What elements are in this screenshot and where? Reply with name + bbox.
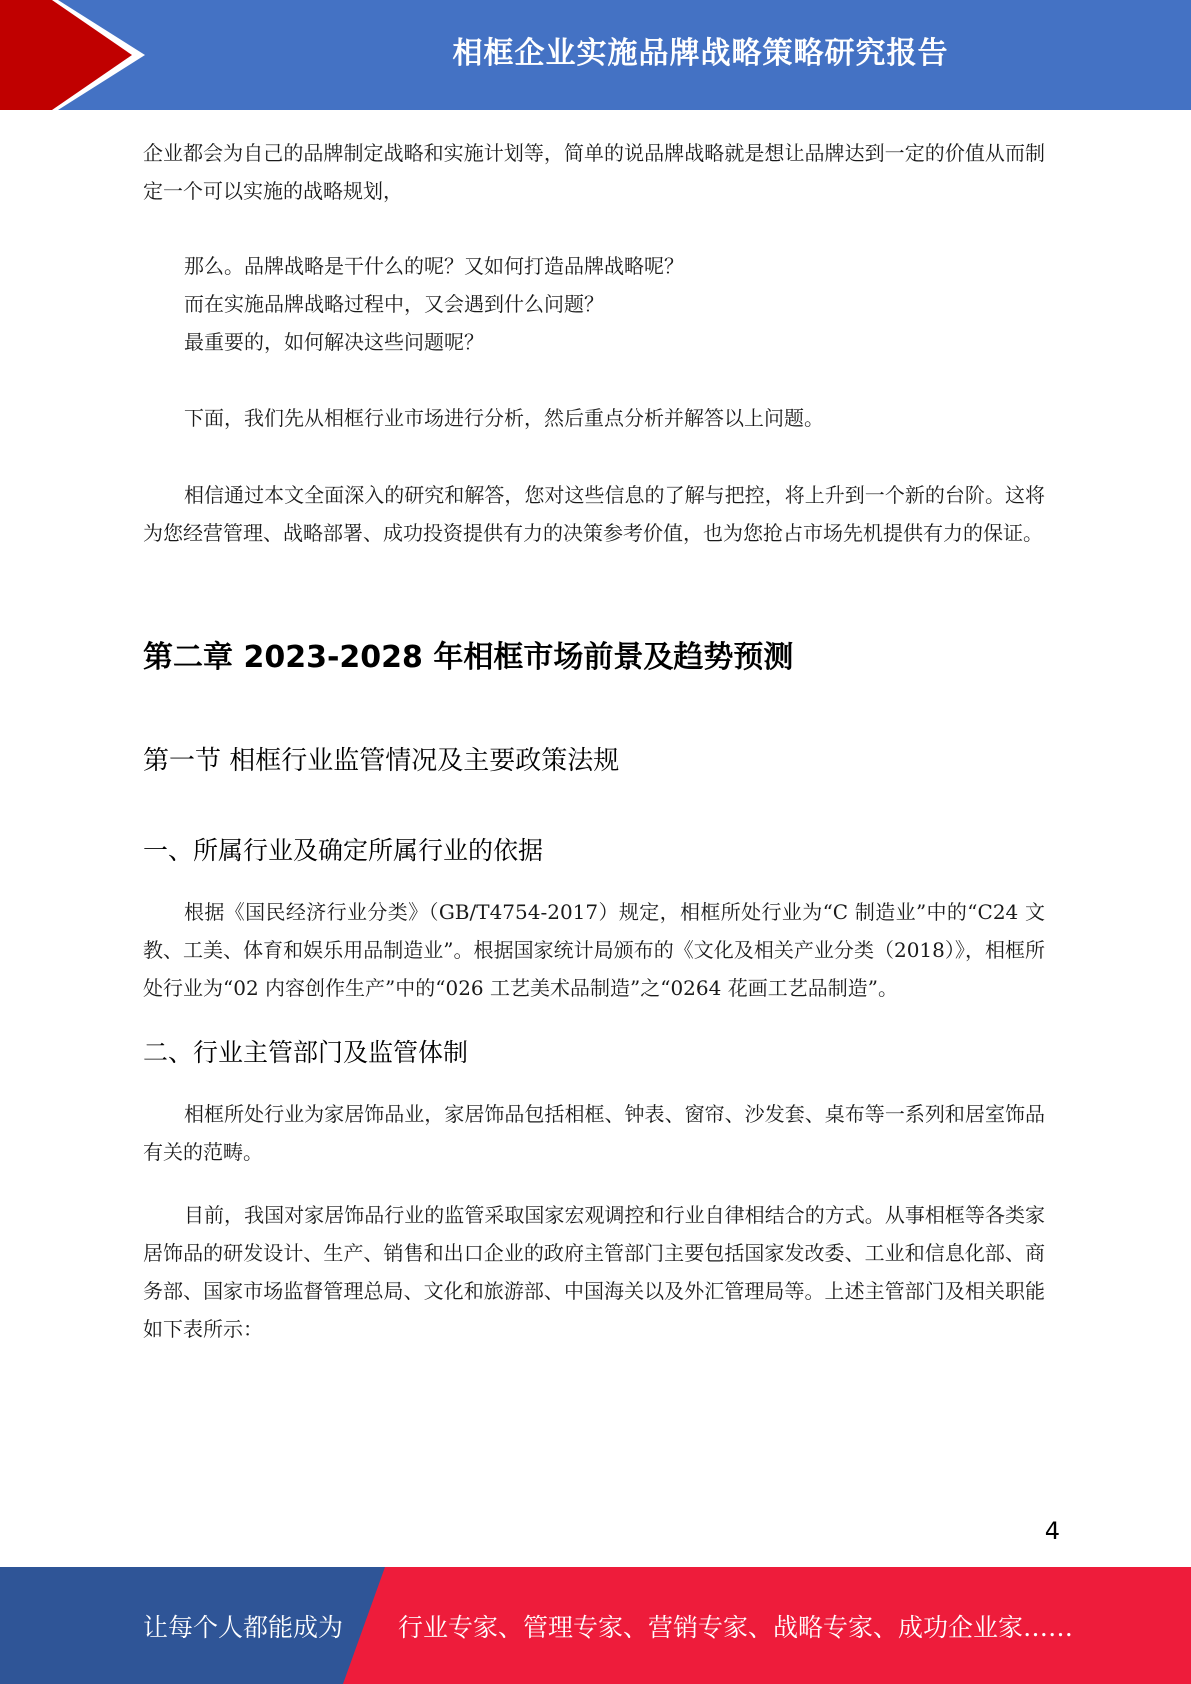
- document-title: 相框企业实施品牌战略策略研究报告: [452, 36, 949, 71]
- header-red-arrow-decoration: [0, 0, 160, 110]
- page-number: 4: [1044, 1517, 1060, 1545]
- chapter-heading: 第二章 2023-2028 年相框市场前景及趋势预测: [143, 640, 794, 675]
- page-header: [0, 0, 1191, 110]
- intro-conclusion-paragraph: 相信通过本文全面深入的研究和解答，您对这些信息的了解与把控，将上升到一个新的台阶。这将为您经营管理、战略部署、成功投资提供有力的决策参考价值，也为您抢占市场先机提供有力的保证。: [143, 483, 1045, 545]
- footer-slogan-left: 让每个人都能成为: [143, 1612, 344, 1642]
- question-line-3: 最重要的，如何解决这些问题呢？: [184, 330, 484, 354]
- industry-classification-paragraph: 根据《国民经济行业分类》（GB/T4754-2017）规定，相框所处行业为“C 制造业”中的“C24 文教、工美、体育和娱乐用品制造业”。根据国家统计局颁布的《文化及相关产业分类（2018）》，相框所处行业为“02 内容创作生产”中的“026 工艺美术品制造”之“0264 花画工艺品制造”。: [143, 900, 1045, 1000]
- home-decor-industry-paragraph: 相框所处行业为家居饰品业，家居饰品包括相框、钟表、窗帘、沙发套、桌布等一系列和居室饰品有关的范畴。: [143, 1102, 1045, 1164]
- subsection-heading-2: 二、行业主管部门及监管体制: [143, 1038, 469, 1067]
- regulation-paragraph: 目前，我国对家居饰品行业的监管采取国家宏观调控和行业自律相结合的方式。从事相框等各类家居饰品的研发设计、生产、销售和出口企业的政府主管部门主要包括国家发改委、工业和信息化部、商务部、国家市场监督管理总局、文化和旅游部、中国海关以及外汇管理局等。上述主管部门及相关职能如下表所示：: [143, 1203, 1045, 1341]
- question-line-2: 而在实施品牌战略过程中，又会遇到什么问题？: [184, 292, 604, 316]
- question-line-1: 那么。品牌战略是干什么的呢？又如何打造品牌战略呢？: [184, 254, 684, 278]
- section-heading: 第一节 相框行业监管情况及主要政策法规: [143, 746, 620, 776]
- intro-paragraph: 企业都会为自己的品牌制定战略和实施计划等，简单的说品牌战略就是想让品牌达到一定的价值从而制定一个可以实施的战略规划，: [143, 141, 1045, 203]
- page-footer: [0, 1567, 1191, 1684]
- subsection-heading-1: 一、所属行业及确定所属行业的依据: [143, 836, 544, 865]
- footer-slogan-right: 行业专家、管理专家、营销专家、战略专家、成功企业家……: [398, 1612, 1074, 1642]
- intro-next-paragraph: 下面，我们先从相框行业市场进行分析，然后重点分析并解答以上问题。: [184, 406, 824, 430]
